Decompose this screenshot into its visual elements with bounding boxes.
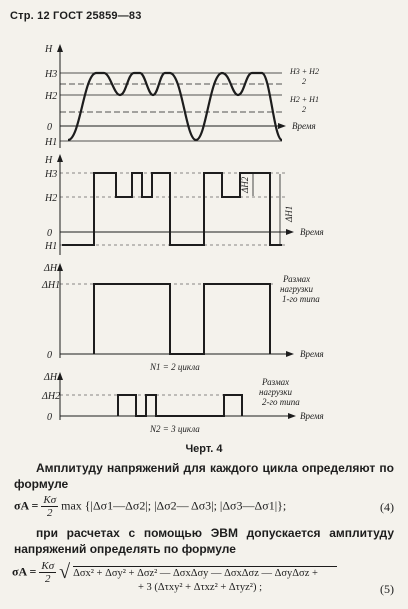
g3-waveform <box>94 284 270 354</box>
g2-y-label-h: H <box>45 155 53 166</box>
formula-4-lhs: σA = <box>14 498 39 513</box>
g1-right-label-1: H3 + H2 <box>290 67 319 76</box>
sqrt-sign: √ <box>59 561 71 583</box>
g1-x-arrow <box>278 123 286 129</box>
g3-count-label: N1 = 2 цикла <box>150 362 200 372</box>
g3-x-arrow <box>286 351 294 357</box>
formula-4-den: 2 <box>47 507 53 519</box>
g2-y-label-h2: H2 <box>45 193 58 204</box>
g4-y-label-dh2: ΔH2 <box>42 391 61 402</box>
g4-note-line1: Размах <box>262 377 290 387</box>
g1-right-label-4: 2 <box>302 105 306 114</box>
formula-4-num: Kσ <box>43 494 57 506</box>
g2-x-arrow <box>286 229 294 235</box>
g2-y-label-h1: H1 <box>45 241 58 252</box>
graph-4 <box>41 372 324 434</box>
g1-y-label-zero: 0 <box>47 122 52 133</box>
g1-y-arrow <box>57 44 63 52</box>
g1-y-label-h: H <box>45 44 53 55</box>
g3-axis-label: Время <box>300 349 324 359</box>
formula-5-lhs: σA = <box>12 564 37 579</box>
g4-waveform <box>118 395 242 416</box>
g1-y-label-h1: H1 <box>45 137 58 148</box>
formula-5-line1: Δσx² + Δσy² + Δσz² — ΔσxΔσy — ΔσxΔσz — ΔσyΔσz + <box>73 566 337 579</box>
paragraph-computer: при расчетах с помощью ЭВМ допускается амплитуду напряжений определять по формуле <box>14 526 394 556</box>
paragraph-amplitude: Амплитуду напряжений для каждого цикла определяют по формуле <box>14 461 394 491</box>
graph-3 <box>41 263 324 372</box>
g1-curve <box>68 73 282 140</box>
g2-y-arrow <box>57 154 63 162</box>
g3-y-label-zero: 0 <box>47 350 52 361</box>
formula-4-body: max {|Δσ1—Δσ2|; |Δσ2— Δσ3|; |Δσ3—Δσ1|}; <box>61 498 287 513</box>
graph-1 <box>44 44 319 148</box>
g1-y-label-h2: H2 <box>45 91 58 102</box>
formula-4-fraction <box>41 494 58 519</box>
g3-note-line1: Размах <box>283 274 311 284</box>
g1-axis-label: Время <box>292 121 316 131</box>
g2-y-label-zero: 0 <box>47 228 52 239</box>
g1-right-label-3: H2 + H1 <box>290 95 319 104</box>
g4-note-line2: нагрузки <box>259 387 292 397</box>
g2-axis-label: Время <box>300 227 324 237</box>
g3-y-arrow <box>57 263 63 271</box>
g4-y-label-zero: 0 <box>47 412 52 423</box>
g4-count-label: N2 = 3 цикла <box>150 424 200 434</box>
g3-y-label-dh1: ΔH1 <box>42 280 61 291</box>
formula-5-num: Kσ <box>41 560 55 572</box>
g4-note-line3: 2-го типа <box>262 397 300 407</box>
formula-5-den: 2 <box>45 573 51 585</box>
formula-4 <box>14 494 404 519</box>
g4-x-arrow <box>288 413 296 419</box>
graph-2 <box>44 154 324 255</box>
g4-y-arrow <box>57 372 63 380</box>
figure-caption: Черт. 4 <box>185 443 223 455</box>
g3-y-label-dh: ΔH <box>44 263 58 274</box>
g4-y-label-dh: ΔH <box>44 372 58 383</box>
g1-right-label-2: 2 <box>302 77 306 86</box>
g4-axis-label: Время <box>300 411 324 421</box>
g2-label-dh1: ΔH1 <box>284 205 294 222</box>
formula-5-line2: + 3 (Δτxy² + Δτxz² + Δτyz²) ; <box>138 582 262 593</box>
formula-5-number: (5) <box>380 582 394 596</box>
g2-y-label-h3: H3 <box>45 169 58 180</box>
g1-y-label-h3: H3 <box>45 69 58 80</box>
formula-4-number: (4) <box>380 500 394 514</box>
page-header: Стр. 12 ГОСТ 25859—83 <box>10 10 142 22</box>
formula-5-fraction <box>39 560 56 585</box>
g2-label-dh2: ΔH2 <box>240 176 250 193</box>
g3-note-line3: 1-го типа <box>282 294 320 304</box>
g3-note-line2: нагрузки <box>280 284 313 294</box>
